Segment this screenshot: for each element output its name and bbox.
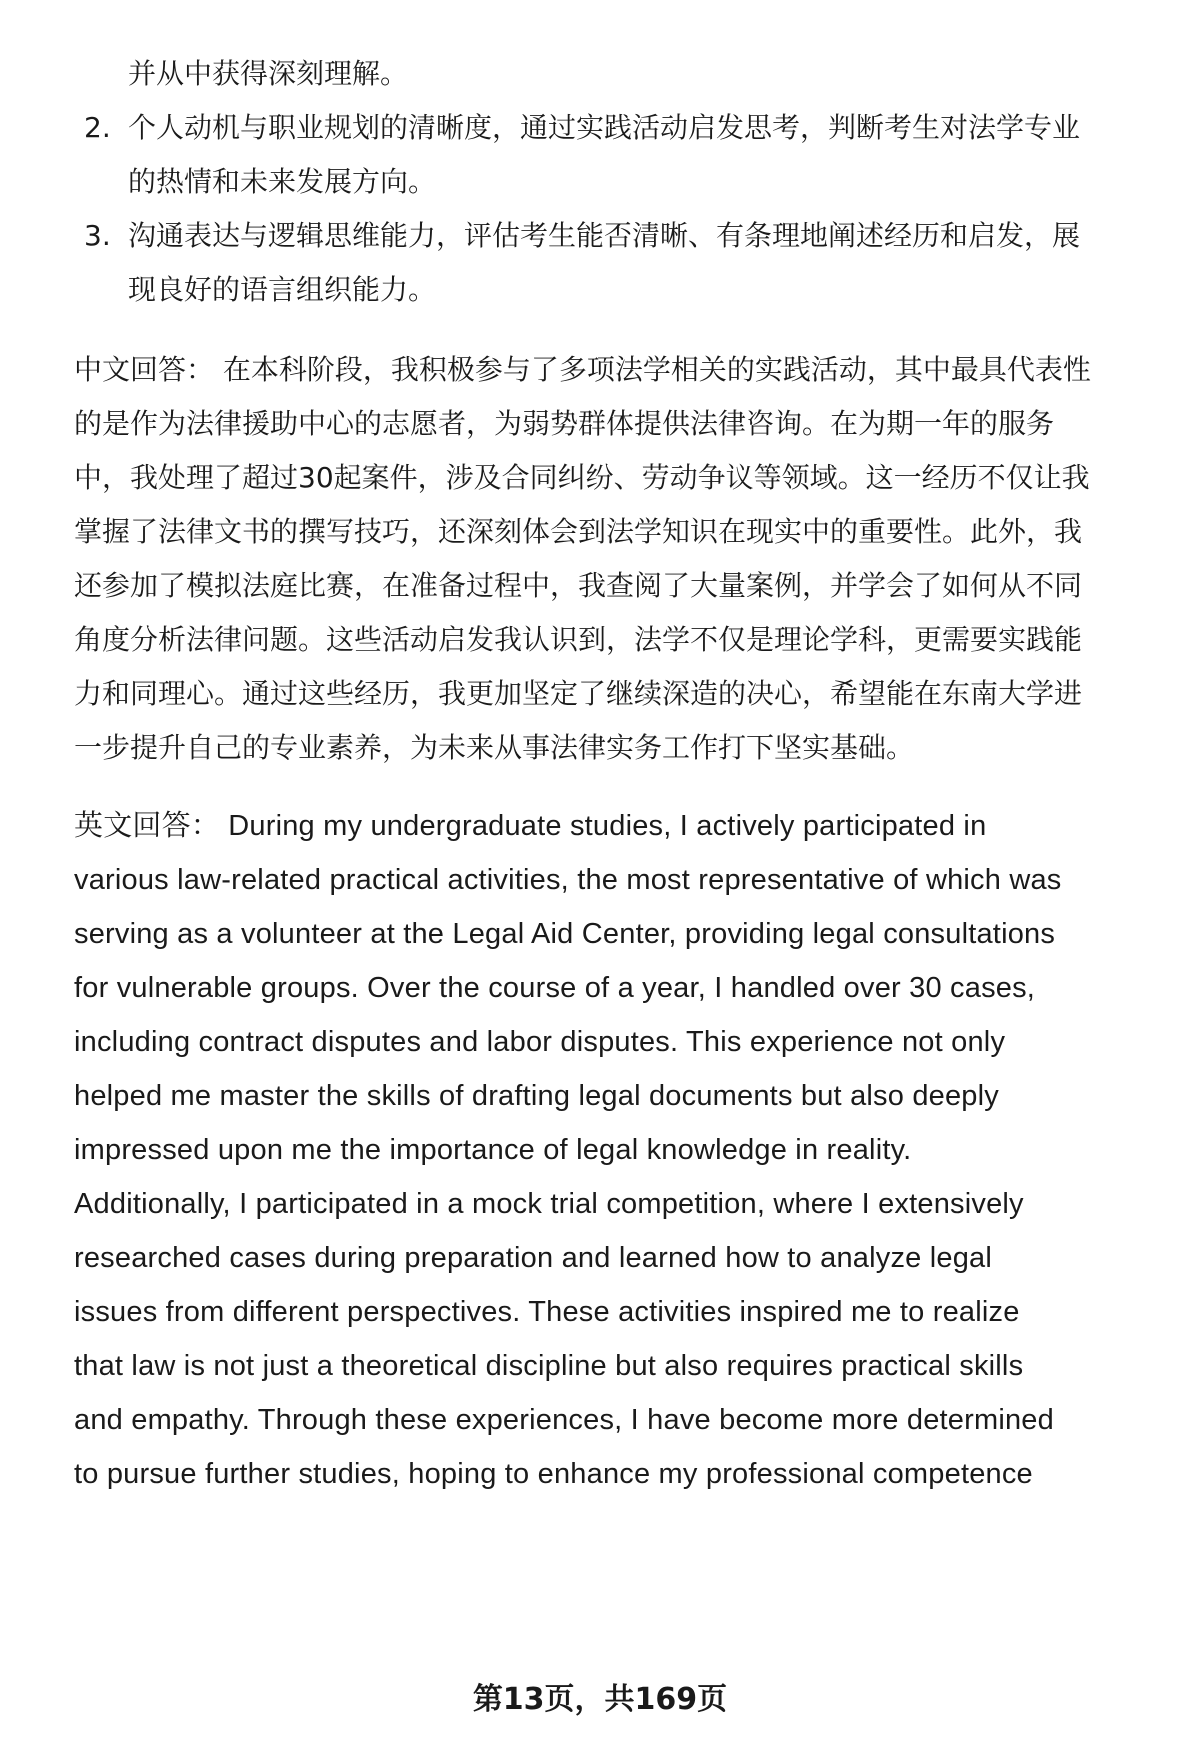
page-number-footer: 第13页，共169页 [472, 1682, 728, 1717]
list-item-3-line-1: 沟通表达与逻辑思维能力，评估考生能否清晰、有条理地阐述经历和启发，展 [128, 219, 1081, 252]
en-answer-line: for vulnerable groups. Over the course of a year, I handled over 30 cases, [74, 972, 1036, 1004]
list-item-3-line-2: 现良好的语言组织能力。 [128, 273, 437, 306]
en-answer-line: including contract disputes and labor disputes. This experience not only [74, 1026, 1006, 1058]
list-item-2-line-1: 个人动机与职业规划的清晰度，通过实践活动启发思考，判断考生对法学专业 [128, 111, 1081, 144]
en-answer-line: helped me master the skills of drafting legal documents but also deeply [74, 1080, 999, 1112]
cn-answer-line: 还参加了模拟法庭比赛，在准备过程中，我查阅了大量案例，并学会了如何从不同 [74, 569, 1083, 602]
en-answer-line: various law-related practical activities, the most representative of which was [74, 864, 1062, 896]
list-number-3: 3. [84, 219, 111, 252]
en-answer-line: impressed upon me the importance of legal knowledge in reality. [74, 1134, 912, 1166]
cn-answer-line: 中文回答： 在本科阶段，我积极参与了多项法学相关的实践活动，其中最具代表性 [74, 353, 1091, 386]
en-answer-line: to pursue further studies, hoping to enhance my professional competence [74, 1458, 1033, 1490]
cn-answer-line: 一步提升自己的专业素养，为未来从事法律实务工作打下坚实基础。 [74, 731, 915, 764]
list-number-2: 2. [84, 111, 111, 144]
list-item-2-line-2: 的热情和未来发展方向。 [128, 165, 437, 198]
en-answer-line: researched cases during preparation and learned how to analyze legal [74, 1242, 993, 1274]
en-answer-line: that law is not just a theoretical discipline but also requires practical skills [74, 1350, 1024, 1382]
en-answer-line: Additionally, I participated in a mock trial competition, where I extensively [74, 1188, 1024, 1220]
en-answer-line: issues from different perspectives. These activities inspired me to realize [74, 1296, 1020, 1328]
cn-answer-line: 角度分析法律问题。这些活动启发我认识到，法学不仅是理论学科，更需要实践能 [74, 623, 1083, 656]
cn-answer-line: 的是作为法律援助中心的志愿者，为弱势群体提供法律咨询。在为期一年的服务 [74, 407, 1055, 440]
cn-answer-line: 中，我处理了超过30起案件，涉及合同纠纷、劳动争议等领域。这一经历不仅让我 [74, 461, 1090, 494]
cn-answer-line: 掌握了法律文书的撰写技巧，还深刻体会到法学知识在现实中的重要性。此外，我 [74, 515, 1083, 548]
list-item-1-continuation: 并从中获得深刻理解。 [128, 57, 409, 90]
cn-answer-line: 力和同理心。通过这些经历，我更加坚定了继续深造的决心，希望能在东南大学进 [74, 677, 1083, 710]
en-answer-line: serving as a volunteer at the Legal Aid Center, providing legal consultations [74, 918, 1056, 950]
en-answer-line: 英文回答： During my undergraduate studies, I actively participated in [74, 810, 987, 842]
en-answer-line: and empathy. Through these experiences, I have become more determined [74, 1404, 1054, 1436]
